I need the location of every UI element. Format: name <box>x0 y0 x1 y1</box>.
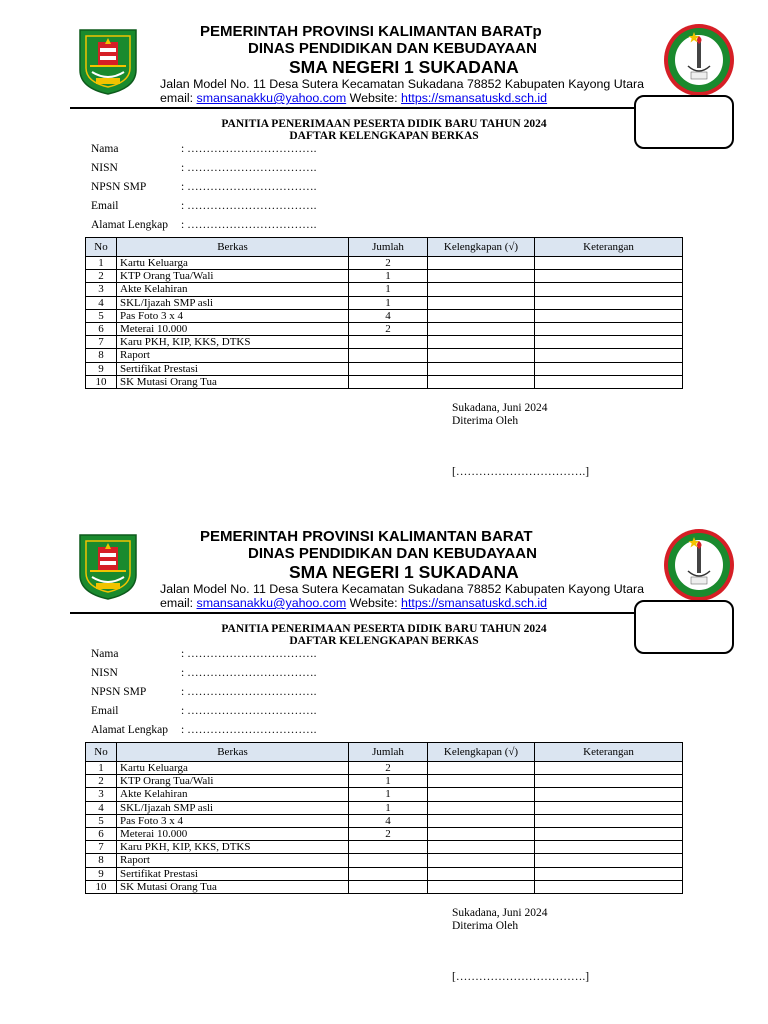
field-value[interactable]: : ……………………………. <box>181 648 317 660</box>
document-name: Pas Foto 3 x 4 <box>117 309 349 322</box>
document-quantity: 2 <box>349 828 428 841</box>
remarks-cell[interactable] <box>535 880 683 893</box>
completeness-check-cell[interactable] <box>428 257 535 270</box>
table-row <box>86 867 683 880</box>
field-value[interactable]: : ……………………………. <box>181 162 317 174</box>
document-name: SKL/Ijazah SMP asli <box>117 296 349 309</box>
completeness-check-cell[interactable] <box>428 375 535 388</box>
document-quantity: 1 <box>349 788 428 801</box>
row-number: 8 <box>86 854 117 867</box>
row-number: 9 <box>86 867 117 880</box>
field-value[interactable]: : ……………………………. <box>181 705 317 717</box>
document-name: Raport <box>117 349 349 362</box>
document-quantity: 2 <box>349 762 428 775</box>
header-school-name: SMA NEGERI 1 SUKADANA <box>289 57 519 77</box>
row-number: 5 <box>86 814 117 827</box>
header-school-name: SMA NEGERI 1 SUKADANA <box>289 562 519 582</box>
row-number: 7 <box>86 841 117 854</box>
field-value[interactable]: : ……………………………. <box>181 724 317 736</box>
field-value[interactable]: : ……………………………. <box>181 686 317 698</box>
table-row <box>86 788 683 801</box>
remarks-cell[interactable] <box>535 296 683 309</box>
field-npsn-smp[interactable] <box>91 686 317 698</box>
document-quantity: 1 <box>349 270 428 283</box>
document-name: KTP Orang Tua/Wali <box>117 775 349 788</box>
document-name: SK Mutasi Orang Tua <box>117 880 349 893</box>
document-quantity: 1 <box>349 775 428 788</box>
completeness-check-cell[interactable] <box>428 788 535 801</box>
field-npsn-smp[interactable] <box>91 181 317 193</box>
table-row <box>86 296 683 309</box>
form-title: PANITIA PENERIMAAN PESERTA DIDIK BARU TAHUN 2024 <box>221 623 547 635</box>
form-subtitle: DAFTAR KELENGKAPAN BERKAS <box>289 130 479 142</box>
column-header: Berkas <box>117 743 349 762</box>
row-number: 3 <box>86 788 117 801</box>
field-email[interactable] <box>91 200 317 212</box>
document-name: KTP Orang Tua/Wali <box>117 270 349 283</box>
field-label: Alamat Lengkap <box>91 219 168 231</box>
remarks-cell[interactable] <box>535 349 683 362</box>
completeness-check-cell[interactable] <box>428 362 535 375</box>
column-header: Kelengkapan (√) <box>428 238 535 257</box>
remarks-cell[interactable] <box>535 854 683 867</box>
field-nisn[interactable] <box>91 162 317 174</box>
table-row <box>86 828 683 841</box>
document-name: SK Mutasi Orang Tua <box>117 375 349 388</box>
row-number: 9 <box>86 362 117 375</box>
province-emblem-icon <box>76 26 140 96</box>
document-name: Kartu Keluarga <box>117 257 349 270</box>
document-name: Sertifikat Prestasi <box>117 362 349 375</box>
row-number: 4 <box>86 296 117 309</box>
signature-place-date: Sukadana, Juni 2024 <box>452 402 548 414</box>
remarks-cell[interactable] <box>535 775 683 788</box>
completeness-check-cell[interactable] <box>428 828 535 841</box>
document-quantity: 4 <box>349 814 428 827</box>
document-quantity <box>349 841 428 854</box>
document-quantity: 1 <box>349 283 428 296</box>
table-row <box>86 270 683 283</box>
table-row <box>86 801 683 814</box>
table-row <box>86 775 683 788</box>
table-row <box>86 309 683 322</box>
signature-place-date: Sukadana, Juni 2024 <box>452 907 548 919</box>
form-subtitle: DAFTAR KELENGKAPAN BERKAS <box>289 635 479 647</box>
document-name: Karu PKH, KIP, KKS, DTKS <box>117 336 349 349</box>
remarks-cell[interactable] <box>535 362 683 375</box>
completeness-check-cell[interactable] <box>428 283 535 296</box>
field-value[interactable]: : ……………………………. <box>181 181 317 193</box>
table-row <box>86 814 683 827</box>
remarks-cell[interactable] <box>535 841 683 854</box>
field-label: Nama <box>91 143 119 155</box>
remarks-cell[interactable] <box>535 814 683 827</box>
document-name: Karu PKH, KIP, KKS, DTKS <box>117 841 349 854</box>
document-quantity <box>349 854 428 867</box>
row-number: 1 <box>86 257 117 270</box>
school-emblem-icon <box>662 22 736 98</box>
column-header: Berkas <box>117 238 349 257</box>
field-value[interactable]: : ……………………………. <box>181 200 317 212</box>
document-name: Kartu Keluarga <box>117 762 349 775</box>
document-quantity: 1 <box>349 296 428 309</box>
header-address: Jalan Model No. 11 Desa Sutera Kecamatan Sukadana 78852 Kabupaten Kayong Utara <box>160 582 645 596</box>
row-number: 8 <box>86 349 117 362</box>
field-email[interactable] <box>91 705 317 717</box>
row-number: 2 <box>86 270 117 283</box>
field-label: NISN <box>91 667 118 679</box>
header-department: DINAS PENDIDIKAN DAN KEBUDAYAAN <box>248 545 537 562</box>
completeness-check-cell[interactable] <box>428 801 535 814</box>
signature-name-line: […………………………….] <box>452 466 590 478</box>
row-number: 6 <box>86 828 117 841</box>
table-row <box>86 336 683 349</box>
row-number: 6 <box>86 323 117 336</box>
column-header: No <box>86 743 117 762</box>
field-nama[interactable] <box>91 648 317 660</box>
row-number: 3 <box>86 283 117 296</box>
document-name: Meterai 10.000 <box>117 828 349 841</box>
field-label: NPSN SMP <box>91 686 147 698</box>
table-row <box>86 762 683 775</box>
field-label: NPSN SMP <box>91 181 147 193</box>
email-link[interactable]: smansanakku@yahoo.com <box>196 91 347 105</box>
table-row <box>86 283 683 296</box>
row-number: 5 <box>86 309 117 322</box>
header-divider <box>70 107 660 109</box>
table-row <box>86 362 683 375</box>
completeness-check-cell[interactable] <box>428 880 535 893</box>
form-title: PANITIA PENERIMAAN PESERTA DIDIK BARU TAHUN 2024 <box>221 118 547 130</box>
table-row <box>86 323 683 336</box>
remarks-cell[interactable] <box>535 323 683 336</box>
document-quantity <box>349 880 428 893</box>
header-contact <box>160 596 547 610</box>
header-government: PEMERINTAH PROVINSI KALIMANTAN BARAT <box>200 528 533 545</box>
table-row <box>86 841 683 854</box>
remarks-cell[interactable] <box>535 375 683 388</box>
document-quantity <box>349 349 428 362</box>
document-quantity <box>349 336 428 349</box>
document-name: Meterai 10.000 <box>117 323 349 336</box>
document-name: SKL/Ijazah SMP asli <box>117 801 349 814</box>
remarks-cell[interactable] <box>535 867 683 880</box>
website-label: Website: <box>349 91 398 105</box>
completeness-check-cell[interactable] <box>428 270 535 283</box>
header-contact <box>160 91 547 105</box>
school-emblem-icon <box>662 527 736 603</box>
table-row <box>86 375 683 388</box>
column-header: No <box>86 238 117 257</box>
remarks-cell[interactable] <box>535 801 683 814</box>
completeness-check-cell[interactable] <box>428 296 535 309</box>
remarks-cell[interactable] <box>535 762 683 775</box>
table-row <box>86 349 683 362</box>
field-label: Alamat Lengkap <box>91 724 168 736</box>
field-value[interactable]: : ……………………………. <box>181 219 317 231</box>
signature-received-by: Diterima Oleh <box>452 920 519 932</box>
field-label: Email <box>91 200 119 212</box>
field-label: Email <box>91 705 119 717</box>
table-header-row <box>86 743 683 762</box>
remarks-cell[interactable] <box>535 309 683 322</box>
field-alamat-lengkap[interactable] <box>91 724 317 736</box>
document-quantity <box>349 362 428 375</box>
row-number: 2 <box>86 775 117 788</box>
field-nama[interactable] <box>91 143 317 155</box>
document-quantity <box>349 375 428 388</box>
table-row <box>86 257 683 270</box>
remarks-cell[interactable] <box>535 788 683 801</box>
table-row <box>86 880 683 893</box>
signature-name-line: […………………………….] <box>452 971 590 983</box>
signature-received-by: Diterima Oleh <box>452 415 519 427</box>
header-government: PEMERINTAH PROVINSI KALIMANTAN BARATp <box>200 23 542 40</box>
row-number: 10 <box>86 880 117 893</box>
completeness-check-cell[interactable] <box>428 349 535 362</box>
form-sheet <box>0 0 768 505</box>
column-header: Keterangan <box>535 238 683 257</box>
completeness-check-cell[interactable] <box>428 336 535 349</box>
document-quantity: 1 <box>349 801 428 814</box>
row-number: 10 <box>86 375 117 388</box>
field-value[interactable]: : ……………………………. <box>181 667 317 679</box>
field-label: NISN <box>91 162 118 174</box>
row-number: 7 <box>86 336 117 349</box>
document-quantity: 2 <box>349 257 428 270</box>
remarks-cell[interactable] <box>535 257 683 270</box>
completeness-check-cell[interactable] <box>428 775 535 788</box>
column-header: Jumlah <box>349 238 428 257</box>
remarks-cell[interactable] <box>535 283 683 296</box>
document-quantity: 4 <box>349 309 428 322</box>
document-quantity: 2 <box>349 323 428 336</box>
table-header-row <box>86 238 683 257</box>
form-sheet <box>0 505 768 1010</box>
completeness-check-cell[interactable] <box>428 814 535 827</box>
remarks-cell[interactable] <box>535 828 683 841</box>
province-emblem-icon <box>76 531 140 601</box>
document-quantity <box>349 867 428 880</box>
field-label: Nama <box>91 648 119 660</box>
completeness-check-cell[interactable] <box>428 841 535 854</box>
website-link[interactable]: https://smansatuskd.sch.id <box>401 91 548 105</box>
document-name: Sertifikat Prestasi <box>117 867 349 880</box>
document-name: Akte Kelahiran <box>117 788 349 801</box>
document-name: Akte Kelahiran <box>117 283 349 296</box>
documents-table <box>85 237 683 389</box>
completeness-check-cell[interactable] <box>428 309 535 322</box>
row-number: 4 <box>86 801 117 814</box>
field-alamat-lengkap[interactable] <box>91 219 317 231</box>
completeness-check-cell[interactable] <box>428 854 535 867</box>
completeness-check-cell[interactable] <box>428 323 535 336</box>
row-number: 1 <box>86 762 117 775</box>
header-divider <box>70 612 660 614</box>
email-label: email: <box>160 596 194 610</box>
email-link[interactable]: smansanakku@yahoo.com <box>196 596 347 610</box>
email-label: email: <box>160 91 194 105</box>
documents-table <box>85 742 683 894</box>
document-name: Pas Foto 3 x 4 <box>117 814 349 827</box>
column-header: Kelengkapan (√) <box>428 743 535 762</box>
column-header: Jumlah <box>349 743 428 762</box>
field-value[interactable]: : ……………………………. <box>181 143 317 155</box>
remarks-cell[interactable] <box>535 270 683 283</box>
table-row <box>86 854 683 867</box>
column-header: Keterangan <box>535 743 683 762</box>
document-name: Raport <box>117 854 349 867</box>
completeness-check-cell[interactable] <box>428 762 535 775</box>
field-nisn[interactable] <box>91 667 317 679</box>
header-address: Jalan Model No. 11 Desa Sutera Kecamatan Sukadana 78852 Kabupaten Kayong Utara <box>160 77 645 91</box>
completeness-check-cell[interactable] <box>428 867 535 880</box>
website-link[interactable]: https://smansatuskd.sch.id <box>401 596 548 610</box>
header-department: DINAS PENDIDIKAN DAN KEBUDAYAAN <box>248 40 537 57</box>
website-label: Website: <box>349 596 398 610</box>
remarks-cell[interactable] <box>535 336 683 349</box>
